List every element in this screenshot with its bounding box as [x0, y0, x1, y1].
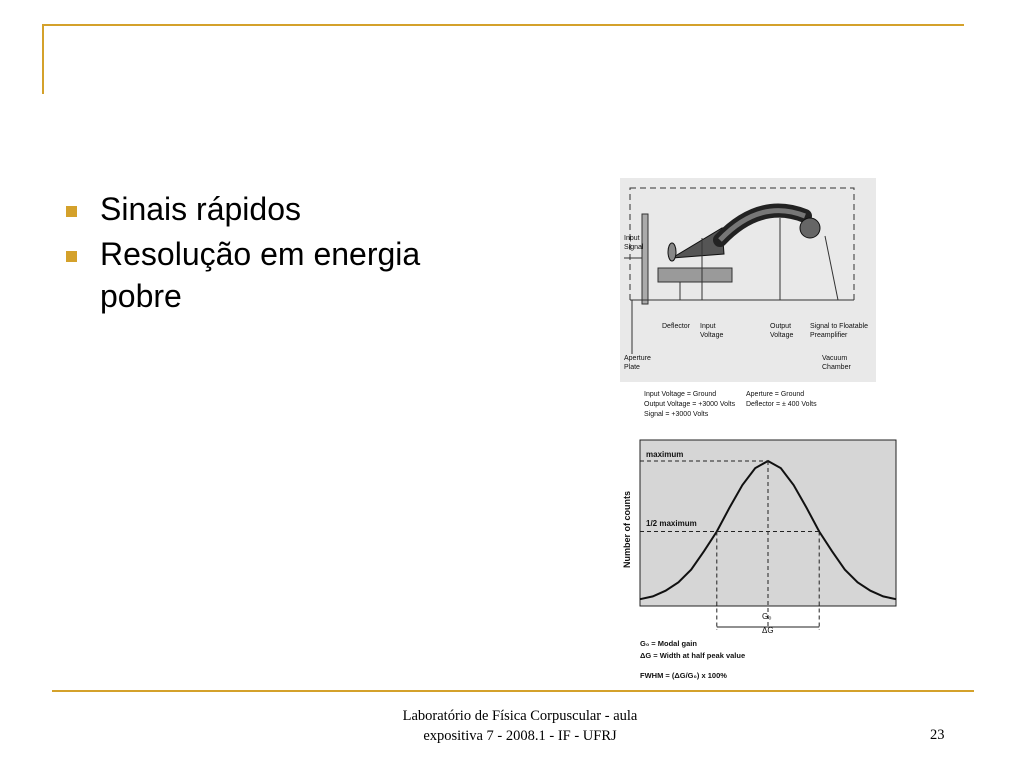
deflector-block: [658, 268, 732, 282]
label-output-voltage-2: Voltage: [770, 332, 794, 339]
label-output-voltage-1: Output: [770, 323, 792, 330]
spec-deflector: Deflector = ± 400 Volts: [746, 401, 817, 408]
footer-line-2: expositiva 7 - 2008.1 - IF - UFRJ: [423, 728, 617, 744]
g0-label: G₀: [762, 612, 772, 621]
label-input-signal-2: Signal: [624, 244, 644, 251]
label-signal-preamp-2: Preamplifier: [810, 332, 848, 339]
page-number: 23: [930, 727, 945, 743]
fwhm-chart: [622, 440, 896, 680]
cone-mouth: [668, 243, 676, 261]
collector-end: [800, 218, 820, 238]
bullet-square-icon: [66, 206, 77, 217]
y-axis-label: Number of counts: [622, 490, 632, 568]
legend-line-2: ΔG = Width at half peak value: [640, 651, 746, 660]
spec-aperture: Aperture = Ground: [746, 391, 805, 398]
label-input-signal-1: Input: [624, 235, 640, 242]
footer-line-1: Laboratório de Física Corpuscular - aula: [402, 708, 638, 724]
spec-input-voltage: Input Voltage = Ground: [644, 391, 717, 398]
half-maximum-label: 1/2 maximum: [646, 519, 697, 528]
detector-figure: [620, 178, 910, 686]
label-aperture-plate-2: Plate: [624, 364, 640, 371]
label-signal-preamp-1: Signal to Floatable: [810, 323, 868, 330]
frame-left-line: [42, 24, 44, 94]
label-input-voltage-1: Input: [700, 323, 716, 330]
spec-signal: Signal = +3000 Volts: [644, 411, 709, 418]
bullet-list: [62, 188, 502, 320]
bullet-text: Resolução em energia pobre: [100, 236, 421, 314]
frame-top-line: [42, 24, 964, 26]
label-deflector: Deflector: [662, 323, 691, 330]
delta-g-label: ΔG: [762, 626, 774, 635]
legend-line-1: G₀ = Modal gain: [640, 639, 697, 648]
label-input-voltage-2: Voltage: [700, 332, 724, 339]
label-vacuum-chamber-1: Vacuum: [822, 355, 848, 362]
frame-bottom-line: [52, 690, 974, 692]
maximum-label: maximum: [646, 450, 684, 459]
label-vacuum-chamber-2: Chamber: [822, 364, 851, 371]
aperture-plate: [642, 214, 648, 304]
bullet-text: Sinais rápidos: [100, 191, 301, 227]
bullet-square-icon: [66, 251, 77, 262]
bullet-item: [62, 233, 502, 317]
legend-line-3: FWHM = (ΔG/G₀) x 100%: [640, 671, 727, 680]
spec-output-voltage: Output Voltage = +3000 Volts: [644, 401, 736, 408]
footer: [320, 706, 720, 746]
bullet-item: [62, 188, 502, 230]
label-aperture-plate-1: Aperture: [624, 355, 651, 362]
